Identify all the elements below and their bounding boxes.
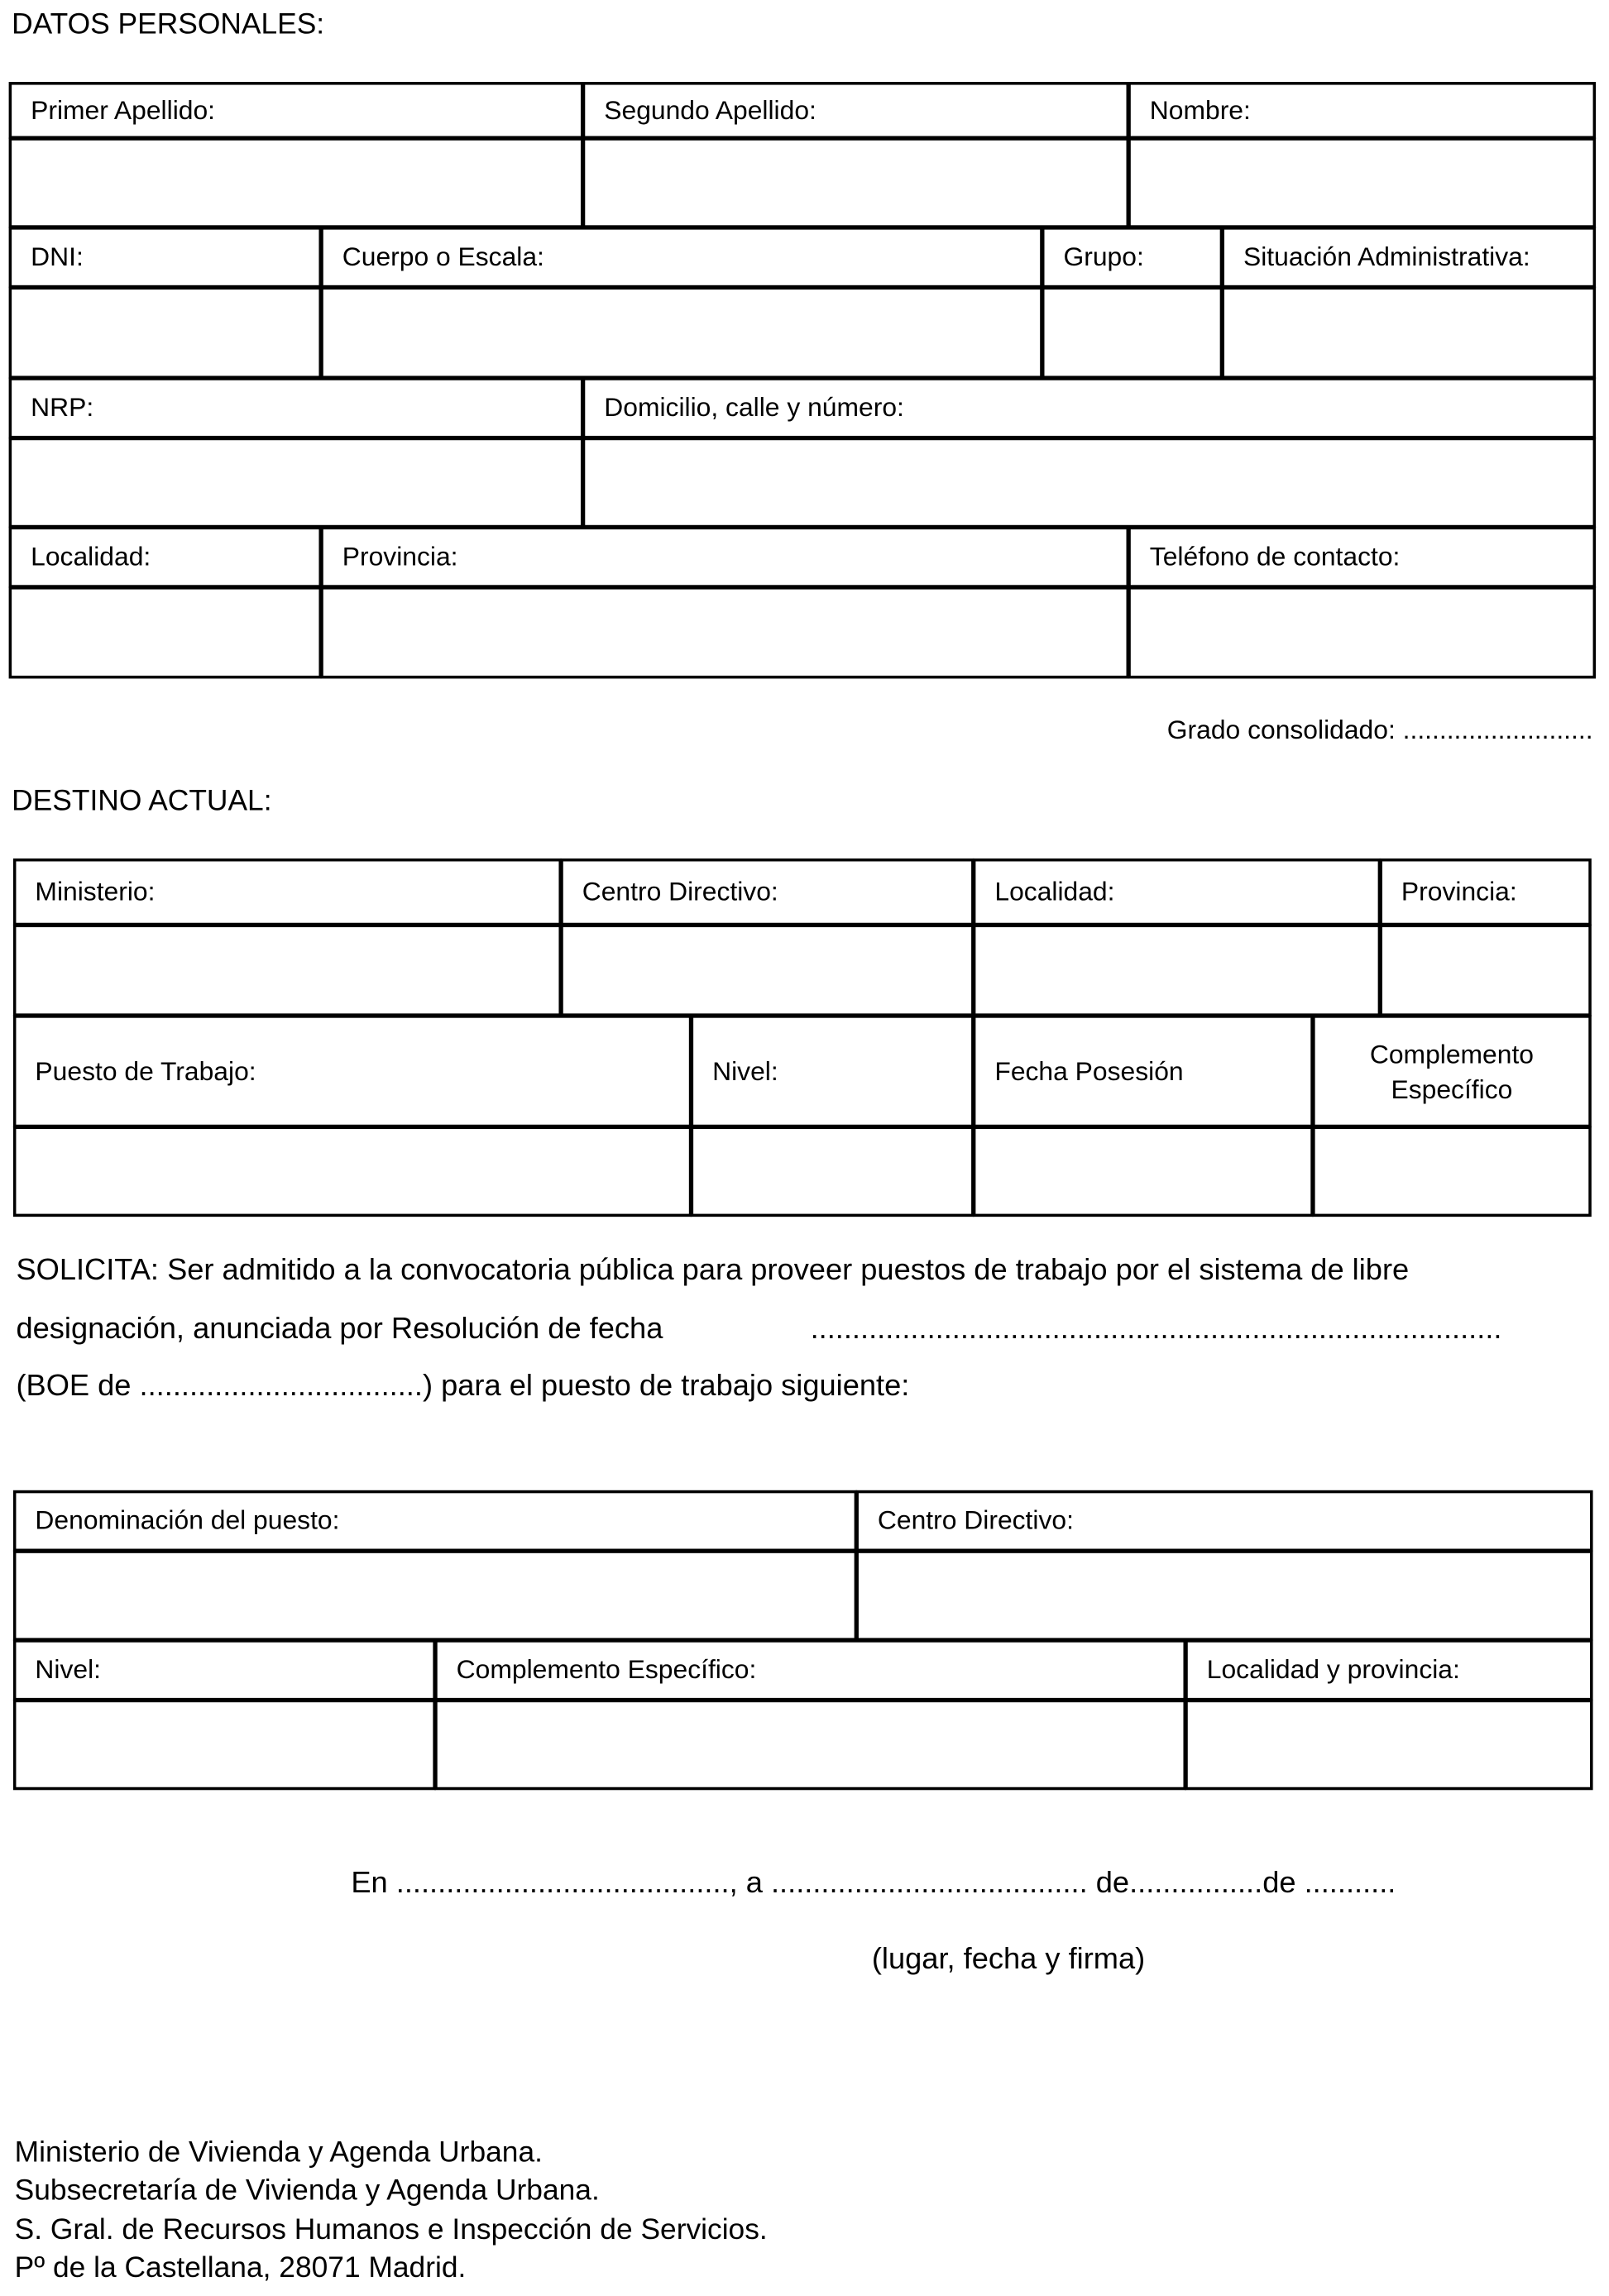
footer-line: Pº de la Castellana, 28071 Madrid. bbox=[14, 2252, 467, 2284]
label-cuerpo: Cuerpo o Escala: bbox=[342, 242, 544, 272]
label-nivel: Nivel: bbox=[35, 1654, 102, 1685]
form-cell bbox=[13, 1015, 692, 1127]
input-denominacion[interactable] bbox=[13, 1550, 857, 1641]
input-provincia[interactable] bbox=[1379, 925, 1591, 1016]
label-grupo: Grupo: bbox=[1063, 242, 1144, 272]
label-situacion: Situación Administrativa: bbox=[1243, 242, 1530, 272]
label-complemento: Complemento Específico bbox=[1369, 1039, 1535, 1104]
solicita-line-3: (BOE de ..................................) para el puesto de trabajo siguiente: bbox=[16, 1369, 910, 1403]
label-localidad: Localidad: bbox=[31, 542, 151, 572]
input-nrp[interactable] bbox=[9, 438, 584, 529]
form-cell bbox=[1185, 1639, 1592, 1700]
input-centro-directivo[interactable] bbox=[855, 1550, 1592, 1641]
form-cell bbox=[434, 1639, 1186, 1700]
input-primer-apellido[interactable] bbox=[9, 137, 584, 228]
grado-consolidado: Grado consolidado: .......................... bbox=[1166, 715, 1593, 745]
label-segundo-apellido: Segundo Apellido: bbox=[604, 94, 816, 125]
label-dni: DNI: bbox=[31, 242, 84, 272]
input-nivel[interactable] bbox=[691, 1126, 974, 1217]
input-dni[interactable] bbox=[9, 287, 322, 379]
label-nivel: Nivel: bbox=[712, 1055, 778, 1086]
input-localidad[interactable] bbox=[9, 586, 322, 678]
section-title-destino: DESTINO ACTUAL: bbox=[12, 785, 272, 818]
form-cell bbox=[973, 1015, 1314, 1127]
label-primer-apellido: Primer Apellido: bbox=[31, 94, 216, 125]
form-cell bbox=[1042, 227, 1223, 288]
label-localidad: Localidad: bbox=[994, 877, 1115, 906]
label-provincia: Provincia: bbox=[342, 542, 458, 572]
label-puesto: Puesto de Trabajo: bbox=[35, 1055, 256, 1086]
label-nrp: NRP: bbox=[31, 392, 94, 423]
form-cell bbox=[13, 1490, 857, 1552]
form-cell bbox=[1221, 227, 1596, 288]
input-fecha-posesion[interactable] bbox=[973, 1126, 1314, 1217]
form-cell bbox=[9, 527, 322, 588]
label-centro-directivo: Centro Directivo: bbox=[877, 1505, 1074, 1535]
form-cell bbox=[320, 227, 1042, 288]
input-cuerpo[interactable] bbox=[320, 287, 1042, 379]
input-localidad-provincia[interactable] bbox=[1185, 1700, 1592, 1791]
solicita-line-2: designación, anunciada por Resolución de fecha bbox=[16, 1312, 663, 1346]
solicita-line-1: SOLICITA: Ser admitido a la convocatoria pública para proveer puestos de trabajo por el sistema de libre bbox=[16, 1253, 1410, 1288]
signature-caption: (lugar, fecha y firma) bbox=[871, 1942, 1146, 1976]
label-fecha-posesion: Fecha Posesión bbox=[994, 1055, 1184, 1086]
footer-line: S. Gral. de Recursos Humanos e Inspección de Servicios. bbox=[14, 2214, 768, 2246]
form-cell bbox=[1379, 859, 1591, 926]
resolucion-fecha-blank[interactable]: ................................................................................... bbox=[810, 1312, 1502, 1346]
label-denominacion: Denominación del puesto: bbox=[35, 1505, 340, 1535]
form-cell bbox=[320, 527, 1129, 588]
input-telefono[interactable] bbox=[1128, 586, 1596, 678]
input-nombre[interactable] bbox=[1128, 137, 1596, 228]
label-provincia: Provincia: bbox=[1401, 877, 1517, 906]
form-cell bbox=[560, 859, 974, 926]
section-title-personal: DATOS PERSONALES: bbox=[12, 8, 325, 41]
input-domicilio[interactable] bbox=[582, 438, 1596, 529]
form-cell bbox=[9, 82, 584, 139]
label-complemento: Complemento Específico: bbox=[456, 1654, 757, 1685]
input-provincia[interactable] bbox=[320, 586, 1129, 678]
form-cell bbox=[13, 859, 562, 926]
input-centro-directivo[interactable] bbox=[560, 925, 974, 1016]
input-grupo[interactable] bbox=[1042, 287, 1223, 379]
input-localidad[interactable] bbox=[973, 925, 1381, 1016]
form-cell bbox=[1128, 527, 1596, 588]
label-localidad-provincia: Localidad y provincia: bbox=[1206, 1654, 1460, 1685]
form-cell bbox=[1312, 1015, 1592, 1127]
label-domicilio: Domicilio, calle y número: bbox=[604, 392, 904, 423]
label-nombre: Nombre: bbox=[1149, 94, 1251, 125]
form-cell bbox=[582, 377, 1596, 438]
label-ministerio: Ministerio: bbox=[35, 877, 156, 906]
form-cell bbox=[1128, 82, 1596, 139]
signature-date-line[interactable]: En ........................................, a ...................................... de................de ........... bbox=[351, 1866, 1396, 1900]
label-telefono: Teléfono de contacto: bbox=[1149, 542, 1401, 572]
footer-line: Subsecretaría de Vivienda y Agenda Urbana. bbox=[14, 2174, 600, 2208]
input-complemento[interactable] bbox=[1312, 1126, 1592, 1217]
form-cell bbox=[9, 377, 584, 438]
input-ministerio[interactable] bbox=[13, 925, 562, 1016]
form-cell bbox=[582, 82, 1129, 139]
input-situacion[interactable] bbox=[1221, 287, 1596, 379]
input-nivel[interactable] bbox=[13, 1700, 436, 1791]
input-puesto[interactable] bbox=[13, 1126, 692, 1217]
form-cell bbox=[973, 859, 1381, 926]
form-cell bbox=[855, 1490, 1592, 1552]
form-cell bbox=[13, 1639, 436, 1700]
form-cell bbox=[9, 227, 322, 288]
input-segundo-apellido[interactable] bbox=[582, 137, 1129, 228]
label-centro-directivo: Centro Directivo: bbox=[582, 877, 778, 906]
footer-line: Ministerio de Vivienda y Agenda Urbana. bbox=[14, 2136, 543, 2169]
form-cell bbox=[691, 1015, 974, 1127]
input-complemento[interactable] bbox=[434, 1700, 1186, 1791]
